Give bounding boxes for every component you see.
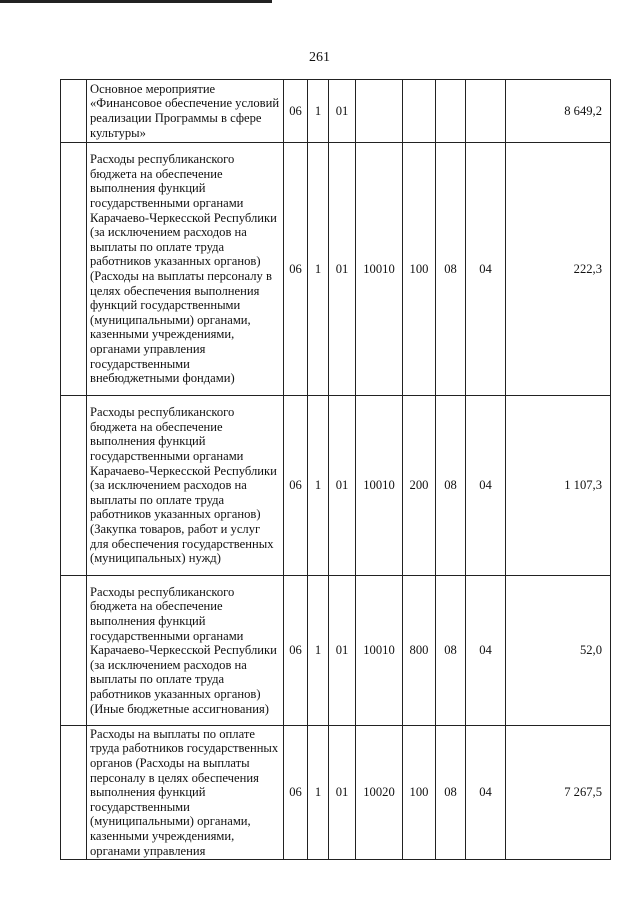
code-sub: 1 [308, 726, 329, 860]
budget-table [60, 79, 611, 860]
code-vr: 200 [403, 396, 436, 576]
row-amount: 8 649,2 [506, 80, 611, 143]
page-number: 261 [309, 50, 330, 65]
code-pr: 04 [466, 143, 506, 396]
code-dir: 10020 [356, 726, 403, 860]
code-rz [436, 80, 466, 143]
code-dir [356, 80, 403, 143]
table-row [61, 80, 611, 143]
code-pr: 04 [466, 396, 506, 576]
code-rz: 08 [436, 143, 466, 396]
row-index-cell [61, 726, 87, 860]
header-rule [0, 0, 272, 3]
table-row [61, 143, 611, 396]
code-vr: 100 [403, 143, 436, 396]
row-index-cell [61, 143, 87, 396]
row-name: Расходы на выплаты по оплате труда работников государственных органов (Расходы на выплаты персоналу в целях обеспечения выполнения функций государственными (муниципальными) органами, казенными учреждениями, органами управления [87, 726, 284, 860]
code-main: 01 [329, 143, 356, 396]
code-rz: 08 [436, 726, 466, 860]
row-name: Основное мероприятие «Финансовое обеспечение условий реализации Программы в сфере культуры» [87, 80, 284, 143]
code-pr: 04 [466, 576, 506, 726]
table-row [61, 396, 611, 576]
row-index-cell [61, 576, 87, 726]
code-pr [466, 80, 506, 143]
row-amount: 52,0 [506, 576, 611, 726]
row-index-cell [61, 396, 87, 576]
code-vr [403, 80, 436, 143]
code-main: 01 [329, 396, 356, 576]
code-vr: 800 [403, 576, 436, 726]
code-gp: 06 [284, 143, 308, 396]
code-rz: 08 [436, 396, 466, 576]
code-gp: 06 [284, 396, 308, 576]
code-vr: 100 [403, 726, 436, 860]
row-index-cell [61, 80, 87, 143]
code-main: 01 [329, 726, 356, 860]
row-amount: 7 267,5 [506, 726, 611, 860]
code-gp: 06 [284, 726, 308, 860]
code-main: 01 [329, 576, 356, 726]
code-rz: 08 [436, 576, 466, 726]
code-gp: 06 [284, 576, 308, 726]
code-dir: 10010 [356, 143, 403, 396]
row-name: Расходы республиканского бюджета на обеспечение выполнения функций государственными органами Карачаево-Черкесской Республики (за исключением расходов на выплаты по оплате труда работников указанных органов) (Закупка товаров, работ и услуг для обеспечения государственных (муниципальных) нужд) [87, 396, 284, 576]
code-sub: 1 [308, 143, 329, 396]
table-row [61, 726, 611, 860]
code-dir: 10010 [356, 396, 403, 576]
table-row [61, 576, 611, 726]
code-main: 01 [329, 80, 356, 143]
row-name: Расходы республиканского бюджета на обеспечение выполнения функций государственными органами Карачаево-Черкесской Республики (за исключением расходов на выплаты по оплате труда работников указанных органов) (Расходы на выплаты персоналу в целях обеспечения выполнения функций государственными (муниципальными) органами, казенными учреждениями, органами управления государственными внебюджетными фондами) [87, 143, 284, 396]
code-gp: 06 [284, 80, 308, 143]
code-pr: 04 [466, 726, 506, 860]
row-amount: 222,3 [506, 143, 611, 396]
code-sub: 1 [308, 396, 329, 576]
code-sub: 1 [308, 576, 329, 726]
row-amount: 1 107,3 [506, 396, 611, 576]
code-dir: 10010 [356, 576, 403, 726]
row-name: Расходы республиканского бюджета на обеспечение выполнения функций государственными органами Карачаево-Черкесской Республики (за исключением расходов на выплаты по оплате труда работников указанных органов) (Иные бюджетные ассигнования) [87, 576, 284, 726]
code-sub: 1 [308, 80, 329, 143]
